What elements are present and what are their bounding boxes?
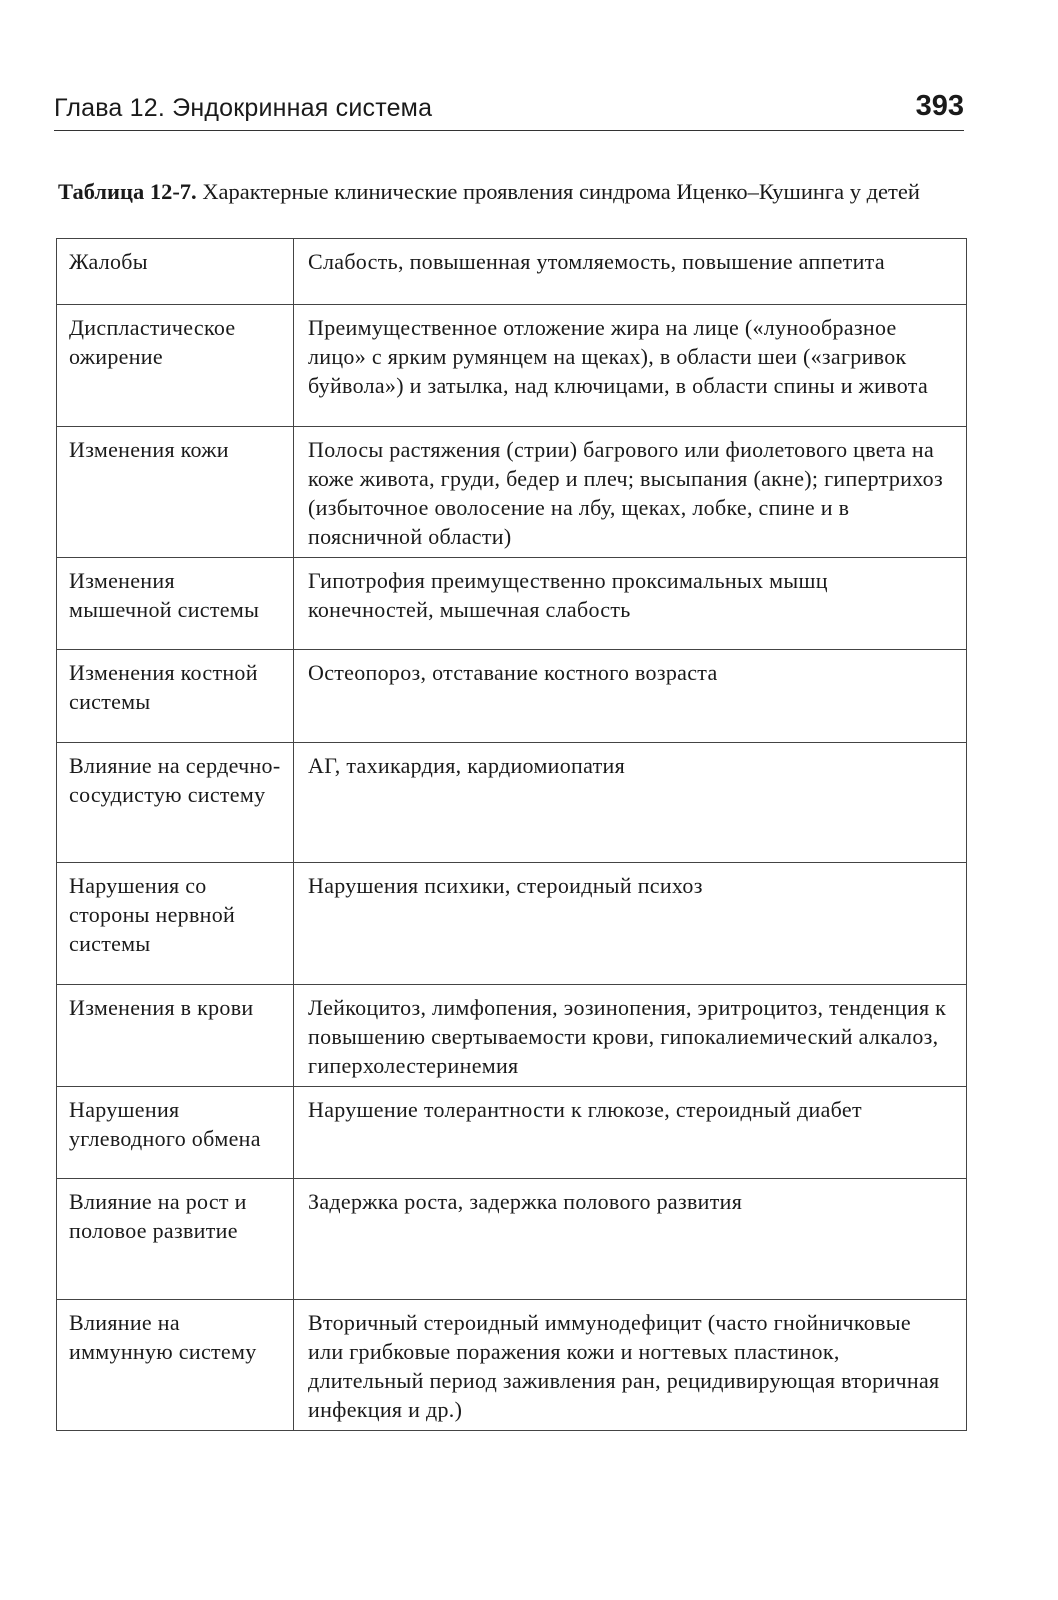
page-number: 393	[915, 90, 964, 122]
row-category: Изменения мышечной системы	[57, 558, 294, 650]
row-category: Нарушения со стороны нервной системы	[57, 863, 294, 985]
row-description: Полосы растяжения (стрии) багрового или фиолетового цвета на коже живота, груди, бедер и плеч; высыпания (акне); гипертрихоз (избыточное оволосение на лбу, щеках, лобке, спине и в поясничной области)	[294, 427, 967, 558]
table-caption	[58, 176, 968, 207]
table-row	[57, 558, 967, 650]
table-row	[57, 1087, 967, 1179]
page-header	[54, 88, 964, 131]
row-description: Лейкоцитоз, лимфопения, эозинопения, эритроцитоз, тенденция к повышению свертываемости крови, гипокалиемический алкалоз, гиперхолестеринемия	[294, 985, 967, 1087]
table-row	[57, 1179, 967, 1300]
table-row	[57, 427, 967, 558]
row-category: Влияние на рост и половое развитие	[57, 1179, 294, 1300]
row-description: Вторичный стероидный иммунодефицит (часто гнойничковые или грибковые поражения кожи и ногтевых пластинок, длительный период заживления ран, рецидивирующая вторичная инфекция и др.)	[294, 1300, 967, 1431]
table-row	[57, 985, 967, 1087]
row-description: Остеопороз, отставание костного возраста	[294, 650, 967, 743]
row-category: Изменения кожи	[57, 427, 294, 558]
chapter-title: Глава 12. Эндокринная система	[54, 94, 433, 122]
row-description: Задержка роста, задержка полового развития	[294, 1179, 967, 1300]
table-caption-label: Таблица 12-7.	[58, 179, 197, 204]
table-row	[57, 239, 967, 305]
table-row	[57, 650, 967, 743]
row-description: Гипотрофия преимущественно проксимальных мышц конечностей, мышечная слабость	[294, 558, 967, 650]
row-category: Изменения костной системы	[57, 650, 294, 743]
table-caption-text: Характерные клинические проявления синдрома Иценко–Кушинга у детей	[196, 179, 920, 204]
row-category: Изменения в крови	[57, 985, 294, 1087]
row-description: Преимущественное отложение жира на лице («лунообразное лицо» с ярким румянцем на щеках), в области шеи («загривок буйвола») и затылка, над ключицами, в области спины и живота	[294, 305, 967, 427]
table-row	[57, 743, 967, 863]
row-category: Диспластическое ожирение	[57, 305, 294, 427]
row-category: Влияние на иммунную систему	[57, 1300, 294, 1431]
table-row	[57, 863, 967, 985]
table-row	[57, 1300, 967, 1431]
row-description: Нарушения психики, стероидный психоз	[294, 863, 967, 985]
row-description: Слабость, повышенная утомляемость, повышение аппетита	[294, 239, 967, 305]
row-category: Влияние на сердечно-сосудистую систему	[57, 743, 294, 863]
table-row	[57, 305, 967, 427]
symptoms-table	[56, 238, 967, 1431]
row-description: Нарушение толерантности к глюкозе, стероидный диабет	[294, 1087, 967, 1179]
row-category: Нарушения углеводного обмена	[57, 1087, 294, 1179]
row-category: Жалобы	[57, 239, 294, 305]
row-description: АГ, тахикардия, кардиомиопатия	[294, 743, 967, 863]
